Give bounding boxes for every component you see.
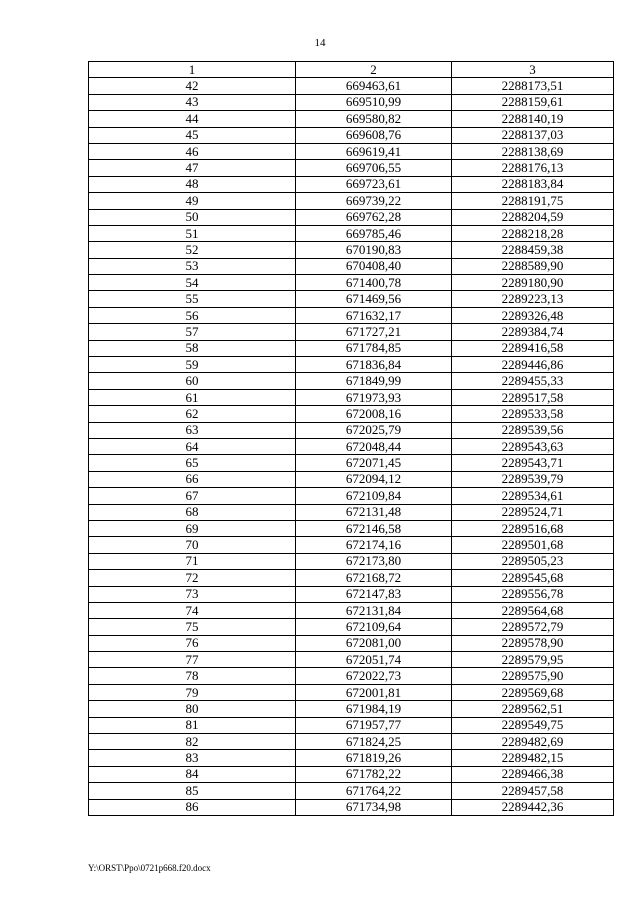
cell-point-number: 79 bbox=[89, 684, 296, 700]
cell-x-coordinate: 669619,41 bbox=[296, 143, 452, 159]
cell-x-coordinate: 671764,22 bbox=[296, 783, 452, 799]
table-row bbox=[89, 193, 614, 209]
table-row bbox=[89, 406, 614, 422]
cell-point-number: 64 bbox=[89, 438, 296, 454]
cell-x-coordinate: 669762,28 bbox=[296, 209, 452, 225]
cell-x-coordinate: 671819,26 bbox=[296, 750, 452, 766]
cell-point-number: 50 bbox=[89, 209, 296, 225]
table-row bbox=[89, 209, 614, 225]
cell-x-coordinate: 672048,44 bbox=[296, 438, 452, 454]
table-row bbox=[89, 422, 614, 438]
cell-y-coordinate: 2289562,51 bbox=[452, 701, 614, 717]
cell-x-coordinate: 671973,93 bbox=[296, 389, 452, 405]
cell-x-coordinate: 671984,19 bbox=[296, 701, 452, 717]
cell-y-coordinate: 2289223,13 bbox=[452, 291, 614, 307]
table-row bbox=[89, 488, 614, 504]
table-row bbox=[89, 717, 614, 733]
table-row bbox=[89, 176, 614, 192]
cell-x-coordinate: 672071,45 bbox=[296, 455, 452, 471]
table-row bbox=[89, 143, 614, 159]
cell-y-coordinate: 2289326,48 bbox=[452, 307, 614, 323]
cell-point-number: 43 bbox=[89, 94, 296, 110]
cell-y-coordinate: 2288589,90 bbox=[452, 258, 614, 274]
table-row bbox=[89, 652, 614, 668]
cell-point-number: 82 bbox=[89, 734, 296, 750]
column-header-y-coordinate: 3 bbox=[452, 62, 614, 78]
cell-x-coordinate: 669608,76 bbox=[296, 127, 452, 143]
table-row bbox=[89, 766, 614, 782]
cell-x-coordinate: 672008,16 bbox=[296, 406, 452, 422]
table-row bbox=[89, 553, 614, 569]
cell-point-number: 57 bbox=[89, 324, 296, 340]
table-row bbox=[89, 701, 614, 717]
cell-y-coordinate: 2289384,74 bbox=[452, 324, 614, 340]
cell-point-number: 86 bbox=[89, 799, 296, 815]
cell-y-coordinate: 2289545,68 bbox=[452, 570, 614, 586]
table-row bbox=[89, 799, 614, 815]
table-row bbox=[89, 160, 614, 176]
cell-y-coordinate: 2288159,61 bbox=[452, 94, 614, 110]
table-row bbox=[89, 520, 614, 536]
cell-y-coordinate: 2289466,38 bbox=[452, 766, 614, 782]
cell-x-coordinate: 672109,64 bbox=[296, 619, 452, 635]
table-row bbox=[89, 570, 614, 586]
cell-x-coordinate: 669510,99 bbox=[296, 94, 452, 110]
cell-x-coordinate: 670190,83 bbox=[296, 242, 452, 258]
cell-y-coordinate: 2289575,90 bbox=[452, 668, 614, 684]
cell-y-coordinate: 2288459,38 bbox=[452, 242, 614, 258]
cell-point-number: 55 bbox=[89, 291, 296, 307]
cell-y-coordinate: 2289524,71 bbox=[452, 504, 614, 520]
cell-y-coordinate: 2289549,75 bbox=[452, 717, 614, 733]
column-header-point-number: 1 bbox=[89, 62, 296, 78]
cell-y-coordinate: 2289533,58 bbox=[452, 406, 614, 422]
table-row bbox=[89, 586, 614, 602]
cell-y-coordinate: 2289457,58 bbox=[452, 783, 614, 799]
cell-x-coordinate: 671734,98 bbox=[296, 799, 452, 815]
table-row bbox=[89, 471, 614, 487]
cell-point-number: 58 bbox=[89, 340, 296, 356]
table-row bbox=[89, 242, 614, 258]
table-body bbox=[89, 78, 614, 816]
cell-y-coordinate: 2289539,56 bbox=[452, 422, 614, 438]
cell-y-coordinate: 2289516,68 bbox=[452, 520, 614, 536]
cell-x-coordinate: 672168,72 bbox=[296, 570, 452, 586]
cell-x-coordinate: 671784,85 bbox=[296, 340, 452, 356]
cell-point-number: 67 bbox=[89, 488, 296, 504]
cell-y-coordinate: 2289543,63 bbox=[452, 438, 614, 454]
cell-point-number: 71 bbox=[89, 553, 296, 569]
table-row bbox=[89, 734, 614, 750]
cell-point-number: 73 bbox=[89, 586, 296, 602]
cell-x-coordinate: 672051,74 bbox=[296, 652, 452, 668]
table-row bbox=[89, 340, 614, 356]
table-row bbox=[89, 78, 614, 94]
table-row bbox=[89, 684, 614, 700]
cell-x-coordinate: 671836,84 bbox=[296, 357, 452, 373]
cell-point-number: 77 bbox=[89, 652, 296, 668]
cell-point-number: 44 bbox=[89, 111, 296, 127]
cell-point-number: 85 bbox=[89, 783, 296, 799]
cell-y-coordinate: 2289564,68 bbox=[452, 602, 614, 618]
cell-point-number: 80 bbox=[89, 701, 296, 717]
cell-point-number: 46 bbox=[89, 143, 296, 159]
cell-y-coordinate: 2288191,75 bbox=[452, 193, 614, 209]
cell-y-coordinate: 2289501,68 bbox=[452, 537, 614, 553]
cell-x-coordinate: 671849,99 bbox=[296, 373, 452, 389]
cell-y-coordinate: 2288183,84 bbox=[452, 176, 614, 192]
cell-point-number: 75 bbox=[89, 619, 296, 635]
cell-x-coordinate: 669785,46 bbox=[296, 225, 452, 241]
cell-y-coordinate: 2289416,58 bbox=[452, 340, 614, 356]
table-row bbox=[89, 668, 614, 684]
cell-x-coordinate: 671824,25 bbox=[296, 734, 452, 750]
cell-x-coordinate: 672025,79 bbox=[296, 422, 452, 438]
table-row bbox=[89, 291, 614, 307]
table-row bbox=[89, 127, 614, 143]
cell-y-coordinate: 2289556,78 bbox=[452, 586, 614, 602]
cell-y-coordinate: 2289180,90 bbox=[452, 275, 614, 291]
cell-point-number: 69 bbox=[89, 520, 296, 536]
cell-y-coordinate: 2289543,71 bbox=[452, 455, 614, 471]
cell-y-coordinate: 2289505,23 bbox=[452, 553, 614, 569]
cell-y-coordinate: 2288138,69 bbox=[452, 143, 614, 159]
cell-point-number: 76 bbox=[89, 635, 296, 651]
cell-point-number: 54 bbox=[89, 275, 296, 291]
cell-point-number: 72 bbox=[89, 570, 296, 586]
cell-point-number: 49 bbox=[89, 193, 296, 209]
cell-y-coordinate: 2289539,79 bbox=[452, 471, 614, 487]
cell-point-number: 60 bbox=[89, 373, 296, 389]
cell-x-coordinate: 670408,40 bbox=[296, 258, 452, 274]
cell-y-coordinate: 2288218,28 bbox=[452, 225, 614, 241]
table-row bbox=[89, 258, 614, 274]
table-row bbox=[89, 504, 614, 520]
cell-x-coordinate: 672094,12 bbox=[296, 471, 452, 487]
cell-x-coordinate: 671632,17 bbox=[296, 307, 452, 323]
cell-y-coordinate: 2289579,95 bbox=[452, 652, 614, 668]
table-row bbox=[89, 324, 614, 340]
cell-y-coordinate: 2289572,79 bbox=[452, 619, 614, 635]
cell-point-number: 56 bbox=[89, 307, 296, 323]
table-row bbox=[89, 357, 614, 373]
footer-file-path: Y:\ORST\Ppo\0721p668.f20.docx bbox=[88, 863, 211, 873]
table-row bbox=[89, 389, 614, 405]
cell-x-coordinate: 671957,77 bbox=[296, 717, 452, 733]
cell-point-number: 83 bbox=[89, 750, 296, 766]
cell-x-coordinate: 672146,58 bbox=[296, 520, 452, 536]
cell-point-number: 45 bbox=[89, 127, 296, 143]
cell-point-number: 51 bbox=[89, 225, 296, 241]
cell-y-coordinate: 2289569,68 bbox=[452, 684, 614, 700]
cell-x-coordinate: 672022,73 bbox=[296, 668, 452, 684]
cell-x-coordinate: 671782,22 bbox=[296, 766, 452, 782]
cell-x-coordinate: 672081,00 bbox=[296, 635, 452, 651]
cell-point-number: 84 bbox=[89, 766, 296, 782]
cell-y-coordinate: 2289446,86 bbox=[452, 357, 614, 373]
cell-x-coordinate: 669580,82 bbox=[296, 111, 452, 127]
cell-y-coordinate: 2289517,58 bbox=[452, 389, 614, 405]
cell-y-coordinate: 2288137,03 bbox=[452, 127, 614, 143]
cell-point-number: 62 bbox=[89, 406, 296, 422]
column-header-x-coordinate: 2 bbox=[296, 62, 452, 78]
cell-y-coordinate: 2289534,61 bbox=[452, 488, 614, 504]
cell-y-coordinate: 2289442,36 bbox=[452, 799, 614, 815]
cell-point-number: 78 bbox=[89, 668, 296, 684]
cell-y-coordinate: 2289482,15 bbox=[452, 750, 614, 766]
table-row bbox=[89, 455, 614, 471]
table-row bbox=[89, 307, 614, 323]
cell-x-coordinate: 669706,55 bbox=[296, 160, 452, 176]
cell-y-coordinate: 2288140,19 bbox=[452, 111, 614, 127]
table-row bbox=[89, 373, 614, 389]
cell-y-coordinate: 2288204,59 bbox=[452, 209, 614, 225]
cell-x-coordinate: 671469,56 bbox=[296, 291, 452, 307]
table-row bbox=[89, 635, 614, 651]
cell-y-coordinate: 2289455,33 bbox=[452, 373, 614, 389]
cell-x-coordinate: 672147,83 bbox=[296, 586, 452, 602]
cell-y-coordinate: 2288173,51 bbox=[452, 78, 614, 94]
cell-point-number: 42 bbox=[89, 78, 296, 94]
table-row bbox=[89, 94, 614, 110]
cell-x-coordinate: 669723,61 bbox=[296, 176, 452, 192]
table-row bbox=[89, 619, 614, 635]
cell-point-number: 47 bbox=[89, 160, 296, 176]
table-row bbox=[89, 537, 614, 553]
cell-point-number: 74 bbox=[89, 602, 296, 618]
table-row bbox=[89, 783, 614, 799]
coordinates-table bbox=[88, 61, 614, 816]
cell-point-number: 65 bbox=[89, 455, 296, 471]
table-row bbox=[89, 438, 614, 454]
table-row bbox=[89, 275, 614, 291]
cell-x-coordinate: 672109,84 bbox=[296, 488, 452, 504]
cell-point-number: 70 bbox=[89, 537, 296, 553]
table-row bbox=[89, 225, 614, 241]
cell-point-number: 53 bbox=[89, 258, 296, 274]
page-number: 14 bbox=[314, 37, 326, 49]
cell-point-number: 59 bbox=[89, 357, 296, 373]
cell-point-number: 48 bbox=[89, 176, 296, 192]
cell-y-coordinate: 2288176,13 bbox=[452, 160, 614, 176]
cell-x-coordinate: 672001,81 bbox=[296, 684, 452, 700]
cell-point-number: 81 bbox=[89, 717, 296, 733]
table-header-row bbox=[89, 62, 614, 78]
cell-point-number: 52 bbox=[89, 242, 296, 258]
cell-y-coordinate: 2289578,90 bbox=[452, 635, 614, 651]
cell-point-number: 68 bbox=[89, 504, 296, 520]
cell-x-coordinate: 672131,84 bbox=[296, 602, 452, 618]
cell-x-coordinate: 672173,80 bbox=[296, 553, 452, 569]
cell-y-coordinate: 2289482,69 bbox=[452, 734, 614, 750]
cell-x-coordinate: 671400,78 bbox=[296, 275, 452, 291]
table-row bbox=[89, 750, 614, 766]
table-row bbox=[89, 602, 614, 618]
cell-x-coordinate: 672131,48 bbox=[296, 504, 452, 520]
cell-x-coordinate: 672174,16 bbox=[296, 537, 452, 553]
cell-point-number: 63 bbox=[89, 422, 296, 438]
cell-x-coordinate: 671727,21 bbox=[296, 324, 452, 340]
cell-point-number: 61 bbox=[89, 389, 296, 405]
cell-x-coordinate: 669739,22 bbox=[296, 193, 452, 209]
cell-point-number: 66 bbox=[89, 471, 296, 487]
cell-x-coordinate: 669463,61 bbox=[296, 78, 452, 94]
table-row bbox=[89, 111, 614, 127]
